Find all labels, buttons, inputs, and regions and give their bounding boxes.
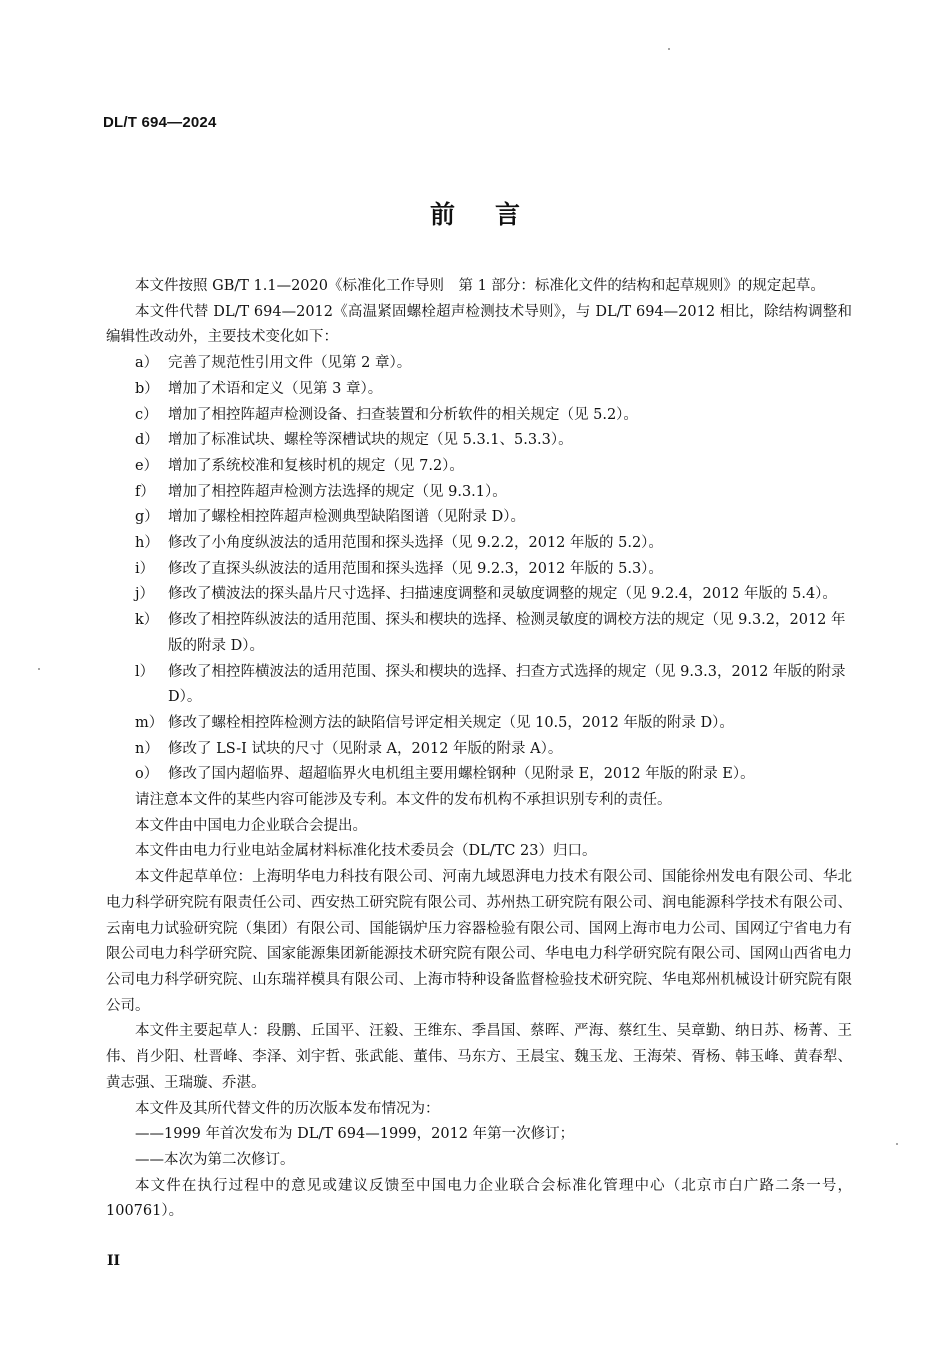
list-item-text: 修改了国内超临界、超超临界火电机组主要用螺栓钢种（见附录 E，2012 年版的附录 E）。 — [168, 766, 755, 783]
list-item — [106, 403, 852, 429]
list-item-text: 增加了术语和定义（见第 3 章）。 — [168, 380, 383, 397]
page-number: II — [107, 1253, 121, 1269]
list-item — [106, 582, 852, 608]
list-item — [106, 531, 852, 557]
list-item-label: a） — [135, 355, 159, 372]
intro-paragraph-2: 本文件代替 DL/T 694—2012《高温紧固螺栓超声检测技术导则》，与 DL/T 694—2012 相比，除结构调整和编辑性改动外，主要技术变化如下： — [106, 303, 852, 346]
list-item-text: 修改了相控阵横波法的适用范围、探头和楔块的选择、扫查方式选择的规定（见 9.3.3，2012 年版的附录 D）。 — [168, 663, 846, 706]
list-item-text: 修改了小角度纵波法的适用范围和探头选择（见 9.2.2，2012 年版的 5.2）。 — [168, 535, 663, 552]
list-item-label: m） — [135, 714, 164, 731]
list-item-text: 修改了相控阵纵波法的适用范围、探头和楔块的选择、检测灵敏度的调校方法的规定（见 9.3.2，2012 年版的附录 D）。 — [168, 612, 846, 654]
page-title: 前言 — [429, 200, 560, 229]
list-item-label: i） — [135, 560, 155, 577]
responsible-committee: 本文件由电力行业电站金属材料标准化技术委员会（DL/TC 23）归口。 — [135, 843, 597, 860]
list-item-text: 完善了规范性引用文件（见第 2 章）。 — [168, 355, 412, 372]
list-item-text: 修改了螺栓相控阵检测方法的缺陷信号评定相关规定（见 10.5，2012 年版的附录 D）。 — [168, 714, 734, 731]
list-item-text: 增加了螺栓相控阵超声检测典型缺陷图谱（见附录 D）。 — [168, 509, 525, 526]
list-item-text: 增加了标准试块、螺栓等深槽试块的规定（见 5.3.1、5.3.3）。 — [168, 432, 573, 449]
foreword-body — [106, 274, 852, 1225]
list-item — [106, 660, 852, 711]
scan-speck — [896, 1143, 898, 1145]
proposer-statement: 本文件由中国电力企业联合会提出。 — [135, 817, 367, 834]
list-item-label: l） — [135, 663, 155, 680]
list-item — [106, 428, 852, 454]
list-item-label: g） — [135, 509, 159, 526]
list-item — [106, 454, 852, 480]
feedback-statement: 本文件在执行过程中的意见或建议反馈至中国电力企业联合会标准化管理中心（北京市白广路二条一号，100761）。 — [106, 1177, 852, 1220]
list-item — [106, 762, 852, 788]
list-item-text: 修改了直探头纵波法的适用范围和探头选择（见 9.2.3，2012 年版的 5.3）。 — [168, 560, 663, 577]
list-item-label: b） — [135, 380, 159, 397]
drafters: 本文件主要起草人：段鹏、丘国平、汪毅、王维东、季昌国、蔡晖、严海、蔡红生、吴章勤、纳日苏、杨菁、王伟、肖少阳、杜晋峰、李泽、刘宇哲、张武能、董伟、马东方、王晨宝、魏玉龙、王海荣、胥杨、韩玉峰、黄春犁、黄志强、王瑞璇、乔湛。 — [106, 1023, 852, 1091]
drafting-units: 本文件起草单位：上海明华电力科技有限公司、河南九域恩湃电力技术有限公司、国能徐州发电有限公司、华北电力科学研究院有限责任公司、西安热工研究院有限公司、苏州热工研究院有限公司、润电能源科学技术有限公司、云南电力试验研究院（集团）有限公司、国能锅炉压力容器检验有限公司、国网上海市电力公司、国网辽宁省电力有限公司电力科学研究院、国家能源集团新能源技术研究院有限公司、华电电力科学研究院有限公司、国网山西省电力公司电力科学研究院、山东瑞祥模具有限公司、上海市特种设备监督检验技术研究院、华电郑州机械设计研究院有限公司。 — [106, 869, 852, 1014]
list-item-label: k） — [135, 612, 159, 629]
list-item — [106, 377, 852, 403]
list-item-label: e） — [135, 457, 159, 474]
list-item — [106, 557, 852, 583]
history-intro: 本文件及其所代替文件的历次版本发布情况为： — [135, 1100, 440, 1117]
list-item-label: o） — [135, 766, 159, 783]
list-item-label: h） — [135, 535, 159, 552]
list-item — [106, 480, 852, 506]
list-item-label: j） — [135, 586, 154, 603]
document-number: DL/T 694—2024 — [103, 114, 217, 131]
intro-paragraph-1: 本文件按照 GB/T 1.1—2020《标准化工作导则 第 1 部分：标准化文件的结构和起草规则》的规定起草。 — [135, 278, 825, 294]
list-item — [106, 351, 852, 377]
list-item-text: 增加了系统校准和复核时机的规定（见 7.2）。 — [168, 457, 464, 474]
list-item — [106, 608, 852, 659]
patent-notice: 请注意本文件的某些内容可能涉及专利。本文件的发布机构不承担识别专利的责任。 — [135, 792, 672, 809]
scan-speck — [38, 668, 40, 670]
list-item-label: c） — [135, 406, 158, 423]
list-item — [106, 505, 852, 531]
list-item-text: 修改了横波法的探头晶片尺寸选择、扫描速度调整和灵敏度调整的规定（见 9.2.4，2012 年版的 5.4）。 — [168, 586, 837, 603]
list-item-label: d） — [135, 432, 159, 449]
changes-list — [106, 351, 852, 788]
list-item-label: n） — [135, 740, 159, 757]
history-item: ——本次为第二次修订。 — [135, 1151, 295, 1168]
list-item-text: 增加了相控阵超声检测方法选择的规定（见 9.3.1）。 — [168, 483, 507, 500]
scan-speck — [668, 48, 670, 50]
history-item: ——1999 年首次发布为 DL/T 694—1999，2012 年第一次修订； — [135, 1126, 575, 1143]
list-item-text: 修改了 LS-I 试块的尺寸（见附录 A，2012 年版的附录 A）。 — [168, 740, 563, 757]
list-item — [106, 737, 852, 763]
list-item-label: f） — [135, 483, 155, 500]
list-item-text: 增加了相控阵超声检测设备、扫查装置和分析软件的相关规定（见 5.2）。 — [168, 406, 638, 423]
list-item — [106, 711, 852, 737]
